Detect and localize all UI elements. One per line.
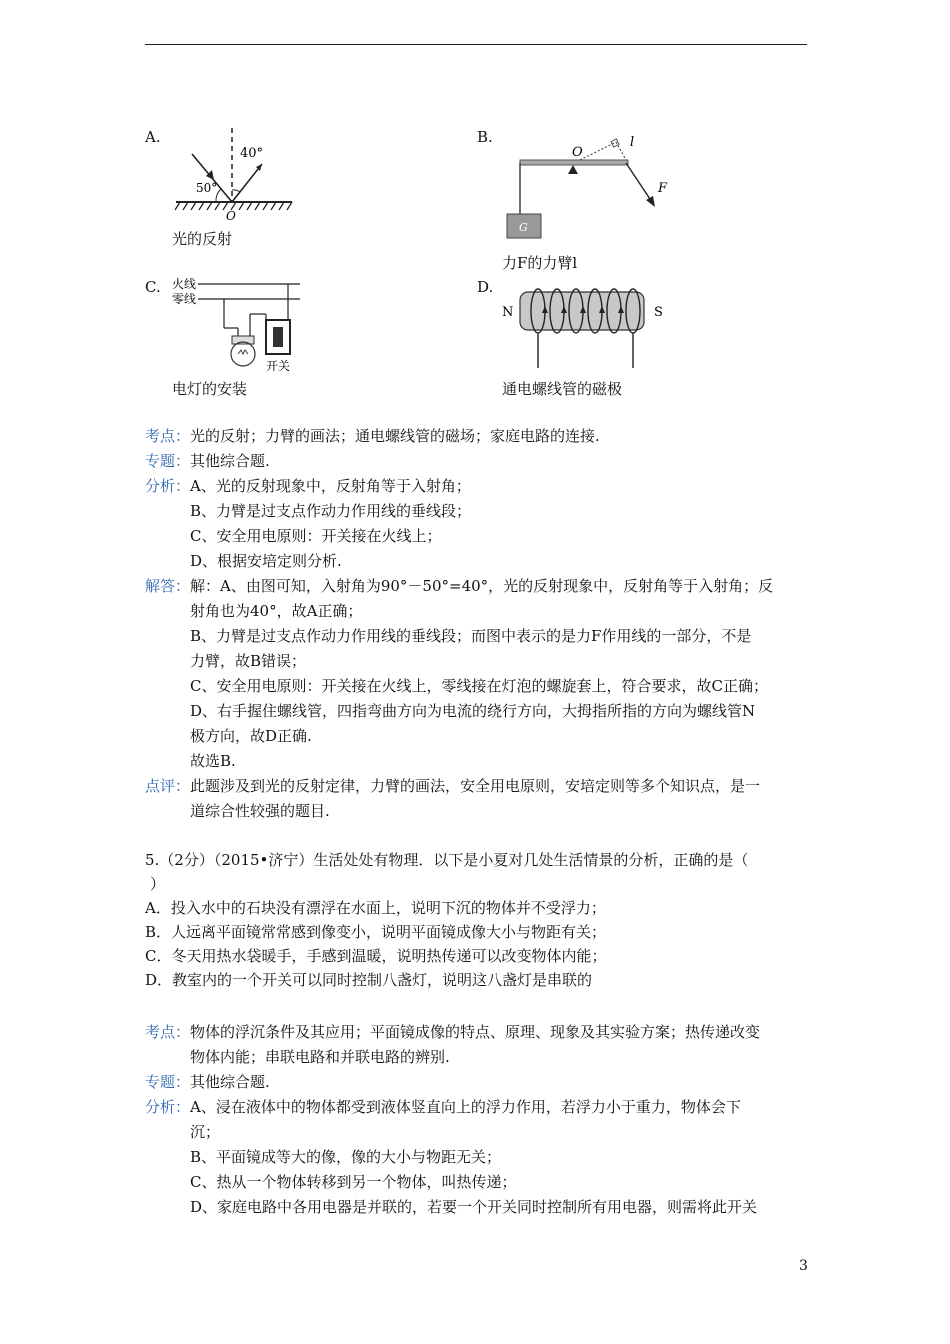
- q4-jieda-line: 极方向，故D正确.: [190, 727, 312, 745]
- figure-b-letter: B.: [477, 128, 493, 146]
- q5-zhuanti: [145, 1072, 270, 1092]
- figure-c-circuit-diagram: [168, 274, 308, 376]
- q4-kaodian: [145, 426, 600, 446]
- figure-d-caption: 通电螺线管的磁极: [502, 380, 623, 398]
- q5-kaodian-label: 考点：: [145, 1023, 191, 1041]
- figure-d-letter: D.: [477, 278, 494, 296]
- q4-zhuanti-text: 其他综合题.: [190, 452, 270, 470]
- page-number: 3: [799, 1258, 808, 1274]
- q5-zhuanti-label: 专题：: [145, 1073, 191, 1091]
- figure-a-caption: 光的反射: [172, 230, 233, 248]
- q5-stem-end: ）: [150, 875, 166, 893]
- q4-jieda-line: 解：A、由图可知，入射角为90°－50°=40°，光的反射现象中，反射角等于入射角；反: [190, 577, 774, 595]
- q4-jieda-line: C、安全用电原则：开关接在火线上，零线接在灯泡的螺旋套上，符合要求，故C正确；: [190, 677, 768, 695]
- figure-a-letter: A.: [145, 128, 161, 146]
- q4-fenxi-label: 分析：: [145, 477, 191, 495]
- q5-stem: 5.（2分）（2015•济宁）生活处处有物理．以下是小夏对几处生活情景的分析，正确的是（: [145, 851, 749, 869]
- header-rule: [145, 44, 807, 45]
- q5-fenxi: [145, 1097, 741, 1117]
- q4-jieda-line: 力臂，故B错误；: [190, 652, 307, 670]
- q4-fenxi: [145, 476, 471, 496]
- q5-kaodian-line: 物体的浮沉条件及其应用；平面镜成像的特点、原理、现象及其实验方案；热传递改变: [190, 1023, 761, 1041]
- figure-b-point-o: O: [572, 145, 583, 160]
- figure-b-caption: 力F的力臂l: [502, 254, 578, 272]
- figure-a-angle-50: 50°: [196, 181, 218, 195]
- q4-kaodian-text: 光的反射；力臂的画法；通电螺线管的磁场；家庭电路的连接.: [190, 427, 600, 445]
- q4-fenxi-line: A、光的反射现象中，反射角等于入射角；: [190, 477, 471, 495]
- q5-fenxi-line: 沉；: [190, 1123, 221, 1141]
- figure-b-arm-l: l: [630, 135, 635, 150]
- figure-b-force-f: F: [658, 181, 668, 196]
- q5-kaodian-line: 物体内能；串联电路和并联电路的辨别.: [190, 1048, 450, 1066]
- q4-dianping: [145, 776, 760, 796]
- q4-kaodian-label: 考点：: [145, 427, 191, 445]
- q5-zhuanti-text: 其他综合题.: [190, 1073, 270, 1091]
- figure-c-letter: C.: [145, 278, 161, 296]
- q5-fenxi-line: D、家庭电路中各用电器是并联的，若要一个开关同时控制所有用电器，则需将此开关: [190, 1198, 758, 1216]
- q5-option-b: B．人远离平面镜常常感到像变小，说明平面镜成像大小与物距有关；: [145, 923, 607, 941]
- q4-dianping-line: 此题涉及到光的反射定律，力臂的画法，安全用电原则，安培定则等多个知识点，是一: [190, 777, 761, 795]
- q4-fenxi-line: D、根据安培定则分析.: [190, 552, 342, 570]
- q4-jieda-line: B、力臂是过支点作动力作用线的垂线段；而图中表示的是力F作用线的一部分，不是: [190, 627, 752, 645]
- figure-c-switch: 开关: [266, 359, 291, 373]
- q4-zhuanti: [145, 451, 270, 471]
- q4-fenxi-line: B、力臂是过支点作动力作用线的垂线段；: [190, 502, 472, 520]
- figure-b-weight-g: G: [519, 221, 528, 234]
- figure-c-caption: 电灯的安装: [172, 380, 248, 398]
- q4-dianping-line: 道综合性较强的题目.: [190, 802, 330, 820]
- q5-kaodian: [145, 1022, 760, 1042]
- q5-fenxi-line: C、热从一个物体转移到另一个物体，叫热传递；: [190, 1173, 517, 1191]
- figure-c-live-wire: 火线: [172, 277, 197, 291]
- q4-jieda-line: 射角也为40°，故A正确；: [190, 602, 363, 620]
- q5-option-a: A．投入水中的石块没有漂浮在水面上，说明下沉的物体并不受浮力；: [145, 899, 606, 917]
- q5-option-c: C．冬天用热水袋暖手，手感到温暖，说明热传递可以改变物体内能；: [145, 947, 607, 965]
- figure-c-neutral-wire: 零线: [172, 292, 197, 306]
- q5-fenxi-line: B、平面镜成等大的像，像的大小与物距无关；: [190, 1148, 502, 1166]
- q4-jieda-line: D、右手握住螺线管，四指弯曲方向为电流的绕行方向，大拇指所指的方向为螺线管N: [190, 702, 756, 720]
- q4-jieda-line: 故选B.: [190, 752, 236, 770]
- figure-a-point-o: O: [226, 209, 236, 222]
- q4-dianping-label: 点评：: [145, 777, 191, 795]
- q4-fenxi-line: C、安全用电原则：开关接在火线上；: [190, 527, 442, 545]
- q4-jieda: [145, 576, 773, 596]
- q5-fenxi-line: A、浸在液体中的物体都受到液体竖直向上的浮力作用，若浮力小于重力，物体会下: [190, 1098, 741, 1116]
- q4-jieda-label: 解答：: [145, 577, 191, 595]
- figure-b-lever-diagram: [500, 130, 670, 248]
- q4-zhuanti-label: 专题：: [145, 452, 191, 470]
- figure-d-solenoid-diagram: [498, 280, 668, 372]
- figure-d-south: S: [654, 305, 663, 320]
- figure-a-reflection-diagram: [170, 126, 300, 222]
- q5-option-d: D．教室内的一个开关可以同时控制八盏灯，说明这八盏灯是串联的: [145, 971, 593, 989]
- figure-d-north: N: [502, 305, 514, 320]
- q5-fenxi-label: 分析：: [145, 1098, 191, 1116]
- figure-a-angle-40: 40°: [240, 146, 264, 161]
